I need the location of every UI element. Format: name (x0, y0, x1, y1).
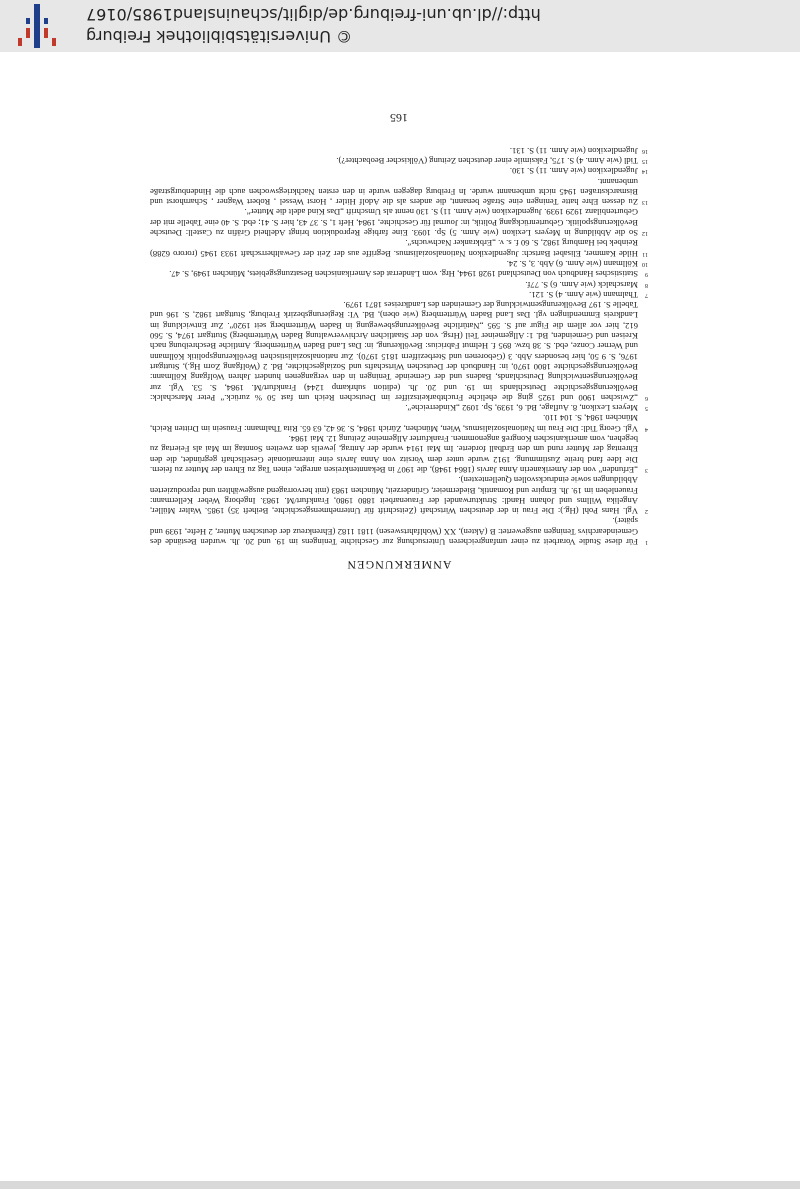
footnote-text: Köllmann (wie Anm. 6) Abb. 3, S. 24. (506, 258, 638, 269)
footnote (150, 300, 648, 403)
footnote-text: Für diese Studie Vorarbeit zu einer umfangreicheren Untersuchung zur Geschichte Teningens im 19. und 20. Jh. wurden Bestände des Gemeindearchivs Teningen ausgewertet: B (Akten), XX (Wohlfahrtswesen) 1181 1182 (Ehrenkreuz der deutschen Mutter, 2 Hefte, 1939 und später). (150, 516, 638, 547)
header-content (0, 0, 800, 52)
footnote-text: Jugendlexikon (wie Anm. 11) S. 131. (509, 145, 638, 156)
footnote-number: 2 (645, 508, 648, 515)
viewer-footer-bar (0, 1181, 800, 1189)
copyright-text: © Universitätsbibliothek Freiburg (86, 27, 353, 46)
footnote (150, 238, 648, 259)
footnote (150, 434, 648, 475)
footnote-text: Zu dessen Ehre hatte Teningen eine Straße benannt, die anders als die Adolf Hitler , Horst Wessel , Robert Wagner , Scharnhorst und Bismarckstraßen 1945 nicht umbenannt wurde. In Freiburg dagegen wurde in den ersten Nachkriegswochen auch die Hindenburgstraße umbenannt. (150, 176, 638, 208)
footnote (150, 413, 648, 434)
footnote (150, 207, 648, 238)
page-number: 165 (390, 111, 408, 126)
footnote (150, 145, 648, 155)
viewer-header (0, 0, 800, 52)
footnote-number: 4 (645, 425, 648, 432)
footnote-number: 3 (645, 466, 648, 473)
footnote (150, 403, 648, 413)
footnote-text: „Zwischen 1900 und 1925 ging die eheliche Fruchtbarkeitsziffer im Deutschen Reich um fast 50 % zurück.“ Peter Marschalck: Bevölkerungsgeschichte Deutschlands im 19. und 20. Jh. (edition suhrkamp 1244) Frankfurt/M. 1984, S. 53. Vgl. zur Bevölkerungsentwicklung Deutschlands, Badens und der Gemeinde Teningen in den vergangenen hundert Jahren Wolfgang Köllmann: Bevölkerungsgeschichte 1800 1970, in: Handbuch der Deutschen Wirtschafts und Sozialgeschichte, Bd. 2 (Wolfgang Zorn Hg.), Stuttgart 1976, S. 9 50, hier besonders Abb. 3 (Geborenen und Sterbeziffern 1815 1970). Zur nationalsozialistischen Bevölkerungspolitik Köllmann und Werner Conze, ebd. S. 38 bzw. 895 f. Helmut Fabricius: Bevölkerung, in: Das Land Baden Württemberg. Amtliche Beschreibung nach Kreisen und Gemeinden, Bd. 1: Allgemeiner Teil (Hrsg. von der Staatlichen Archivverwaltung Baden Württemberg) Stuttgart 1974, S. 560 612, hier vor allem die Figur auf S. 595 „Natürliche Bevölkerungsbewegung in Baden Württemberg seit 1920“. Zur Entwicklung im Landkreis Emmendingen vgl. Das Land Baden Württemberg (wie oben), Bd. VI: Regierungsbezirk Freiburg, Stuttgart 1982, S. 196 und Tabelle S. 197 Bevölkerungsentwicklung der Gemeinden des Landkreises 1871 1979. (150, 300, 638, 403)
footnote-number: 6 (645, 394, 648, 401)
footnote (150, 166, 648, 176)
permalink-url[interactable]: http://dl.ub.uni-freiburg.de/diglit/schauinsland1985/0167 (86, 5, 541, 24)
footnote-text: Tidl (wie Anm. 4) S. 175, Faksimile einer deutschen Zeitung (Völkischer Beobachter?). (336, 156, 638, 167)
footnote-text: Jugendlexikon (wie Anm. 11) S. 130. (509, 166, 638, 177)
footnote-number: 1 (645, 539, 648, 545)
footnote-number: 8 (645, 281, 648, 288)
footnote-text: Vgl. Hans Pohl (Hg.): Die Frau in der deutschen Wirtschaft (Zeitschrift für Unternehmensgeschichte, Beiheft 35) 1985. Walter Müller, Angelika Willms und Johann Handl: Strukturwandel der Frauenarbeit 1880 1980, Frankfurt/M. 1983. Ingeborg Weber Kellermann: Frauenleben im 19. Jh. Empire und Romantik, Biedermeier, Gründerzeit, München 1983 (mit hervorragend ausgewählten und reproduzierten Abbildungen sowie eindrucksvollen Quellentexten). (150, 475, 638, 517)
footnote (150, 269, 648, 279)
footnote-number: 11 (642, 250, 648, 257)
footnote-text: Statistisches Handbuch von Deutschland 1928 1944, Hrg. vom Länderrat des Amerikanischen Besatzungsgebiets, München 1949, S. 47. (169, 269, 638, 280)
footnotes-list (150, 145, 648, 547)
footnote-text: Marschalck (wie Anm. 6) S. 77f. (525, 279, 638, 290)
footnote-number: 14 (642, 168, 648, 175)
footnote-number: 12 (642, 230, 648, 237)
footnote (150, 290, 648, 300)
footnote-text: „Erfunden“ von der Amerikanerin Anna Jarvis (1864 1948), die 1907 in Bekanntenkreisen anregte, einen Tag zu Ehren der Mutter zu feiern. Die Idee fand breite Zustimmung. 1912 wurde unter dem Vorsitz von Anna Jarvis eine internationale Gesellschaft gegründet, die den Ehrentag der Mutter rund um den Erdball forderte. Im Mai 1914 wurde der Antrag, jeweils den zweiten Sonntag im Mai als Feiertag zu begehen, vom amerikanischen Kongreß angenommen. Frankfurter Allgemeine Zeitung 12. Mai 1984. (150, 434, 638, 475)
footnote-text: Vgl. Georg Tidl: Die Frau im Nationalsozialismus, Wien, München, Zürich 1984, S. 36 42, 63 65. Rita Thalmann: Frausein im Dritten Reich, München 1984, S. 104 110. (150, 413, 638, 434)
footnote-number: 13 (642, 199, 648, 206)
footnote-text: So die Abbildung in Meyers Lexikon (wie Anm. 5) Sp. 1093. Eine farbige Reproduktion bringt Adelheid Gräfin zu Castell: Deutsche Bevölkerungspolitik. Geburtenrückgang Politik, in: Journal für Geschichte, 1984, Heft 1, S. 37 43, hier S. 41; ebd. S. 40 eine Tabelle mit der Geburtenbilanz 1929 1939. Jugendlexikon (wie Anm. 11) S. 130 nennt als Umschrift „Das Kind adelt die Mutter“. (150, 207, 638, 239)
footnote (150, 176, 648, 207)
footnote-number: 16 (642, 147, 648, 154)
footnote-text: Thalmann (wie Anm. 4) S. 121. (529, 289, 638, 300)
footnote-number: 10 (642, 260, 648, 267)
footnote-number: 9 (645, 271, 648, 278)
page-title: ANMERKUNGEN (346, 558, 452, 572)
footnote-number: 7 (645, 291, 648, 298)
footnote-number: 5 (645, 405, 648, 412)
footnote-number: 15 (642, 158, 648, 165)
footnote (150, 156, 648, 166)
footnote-text: Meyers Lexikon, 8. Auflage, Bd. 6, 1939, Sp. 1092 „Kinderreiche“. (405, 403, 638, 414)
footnote-text: Hilde Kammer, Elisabet Bartsch: Jugendlexikon Nationalsozialismus. Begriffe aus der Zeit der Gewaltherrschaft 1933 1945 (rororo 6288) Reinbek bei Hamburg 1982, S. 60 f. s. v. „Erbkranker Nachwuchs“. (150, 238, 638, 259)
footnote (150, 259, 648, 269)
page-content-rotated (150, 111, 648, 586)
footnote (150, 516, 648, 547)
scanned-page (150, 111, 648, 586)
footnote (150, 475, 648, 516)
footnote (150, 279, 648, 289)
